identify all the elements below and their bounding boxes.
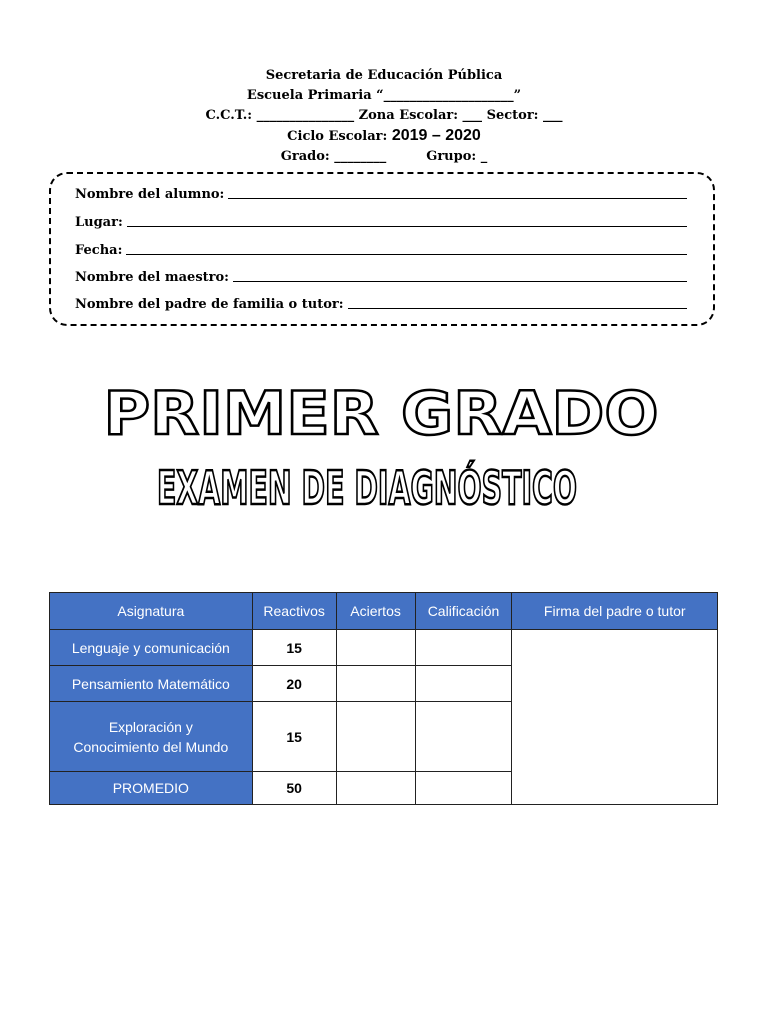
date-field[interactable]	[75, 240, 687, 258]
school-cycle-value: 2019 – 2020	[391, 127, 481, 144]
header-grade: Calificación	[415, 593, 512, 630]
exam-title	[0, 376, 768, 516]
place-label: Lugar:	[75, 215, 123, 230]
group-field: Grupo: _	[426, 149, 488, 164]
school-cycle	[0, 126, 768, 147]
items-cell: 15	[252, 702, 336, 772]
grade-group-line	[0, 147, 768, 167]
grades-table	[49, 592, 718, 805]
subject-cell: Pensamiento Matemático	[50, 666, 253, 702]
subject-cell	[50, 702, 253, 772]
correct-cell[interactable]	[336, 702, 415, 772]
institution-name: Secretaria de Educación Pública	[265, 68, 503, 83]
grade-cell[interactable]	[415, 702, 512, 772]
average-label-cell: PROMEDIO	[50, 772, 253, 805]
cct-zone-sector-field: C.C.T.: _______________ Zona Escolar: ___ Sector: ___	[205, 108, 563, 123]
parent-name-field[interactable]	[75, 294, 687, 312]
header-subject: Asignatura	[50, 593, 253, 630]
signature-cell[interactable]	[512, 630, 718, 805]
parent-name-label: Nombre del padre de familia o tutor:	[75, 297, 344, 312]
correct-cell[interactable]	[336, 630, 415, 666]
exam-subtitle: EXAMEN DE DIAGNÓSTICO	[157, 461, 577, 515]
header-items: Reactivos	[252, 593, 336, 630]
student-info-box	[49, 172, 715, 326]
grade-cell[interactable]	[415, 666, 512, 702]
grade-field: Grado: ________	[280, 149, 387, 164]
average-grade-cell[interactable]	[415, 772, 512, 805]
items-cell: 15	[252, 630, 336, 666]
grade-title: PRIMER GRADO	[103, 379, 659, 449]
average-correct-cell[interactable]	[336, 772, 415, 805]
school-cycle-label: Ciclo Escolar:	[287, 129, 392, 144]
correct-cell[interactable]	[336, 666, 415, 702]
subject-line: Conocimiento del Mundo	[73, 738, 229, 755]
teacher-name-field[interactable]	[75, 267, 687, 285]
place-field[interactable]	[75, 212, 687, 230]
document-header	[0, 66, 768, 167]
average-items-cell: 50	[252, 772, 336, 805]
items-cell: 20	[252, 666, 336, 702]
school-name-field: Escuela Primaria “____________________”	[246, 88, 522, 103]
table-header-row	[50, 593, 718, 630]
table-row	[50, 630, 718, 666]
subject-line: Exploración y	[108, 718, 193, 735]
grade-cell[interactable]	[415, 630, 512, 666]
teacher-name-label: Nombre del maestro:	[75, 270, 229, 285]
header-signature: Firma del padre o tutor	[512, 593, 718, 630]
student-name-field[interactable]	[75, 184, 687, 202]
subject-cell: Lenguaje y comunicación	[50, 630, 253, 666]
student-name-label: Nombre del alumno:	[75, 187, 225, 202]
date-label: Fecha:	[75, 243, 123, 258]
header-correct: Aciertos	[336, 593, 415, 630]
